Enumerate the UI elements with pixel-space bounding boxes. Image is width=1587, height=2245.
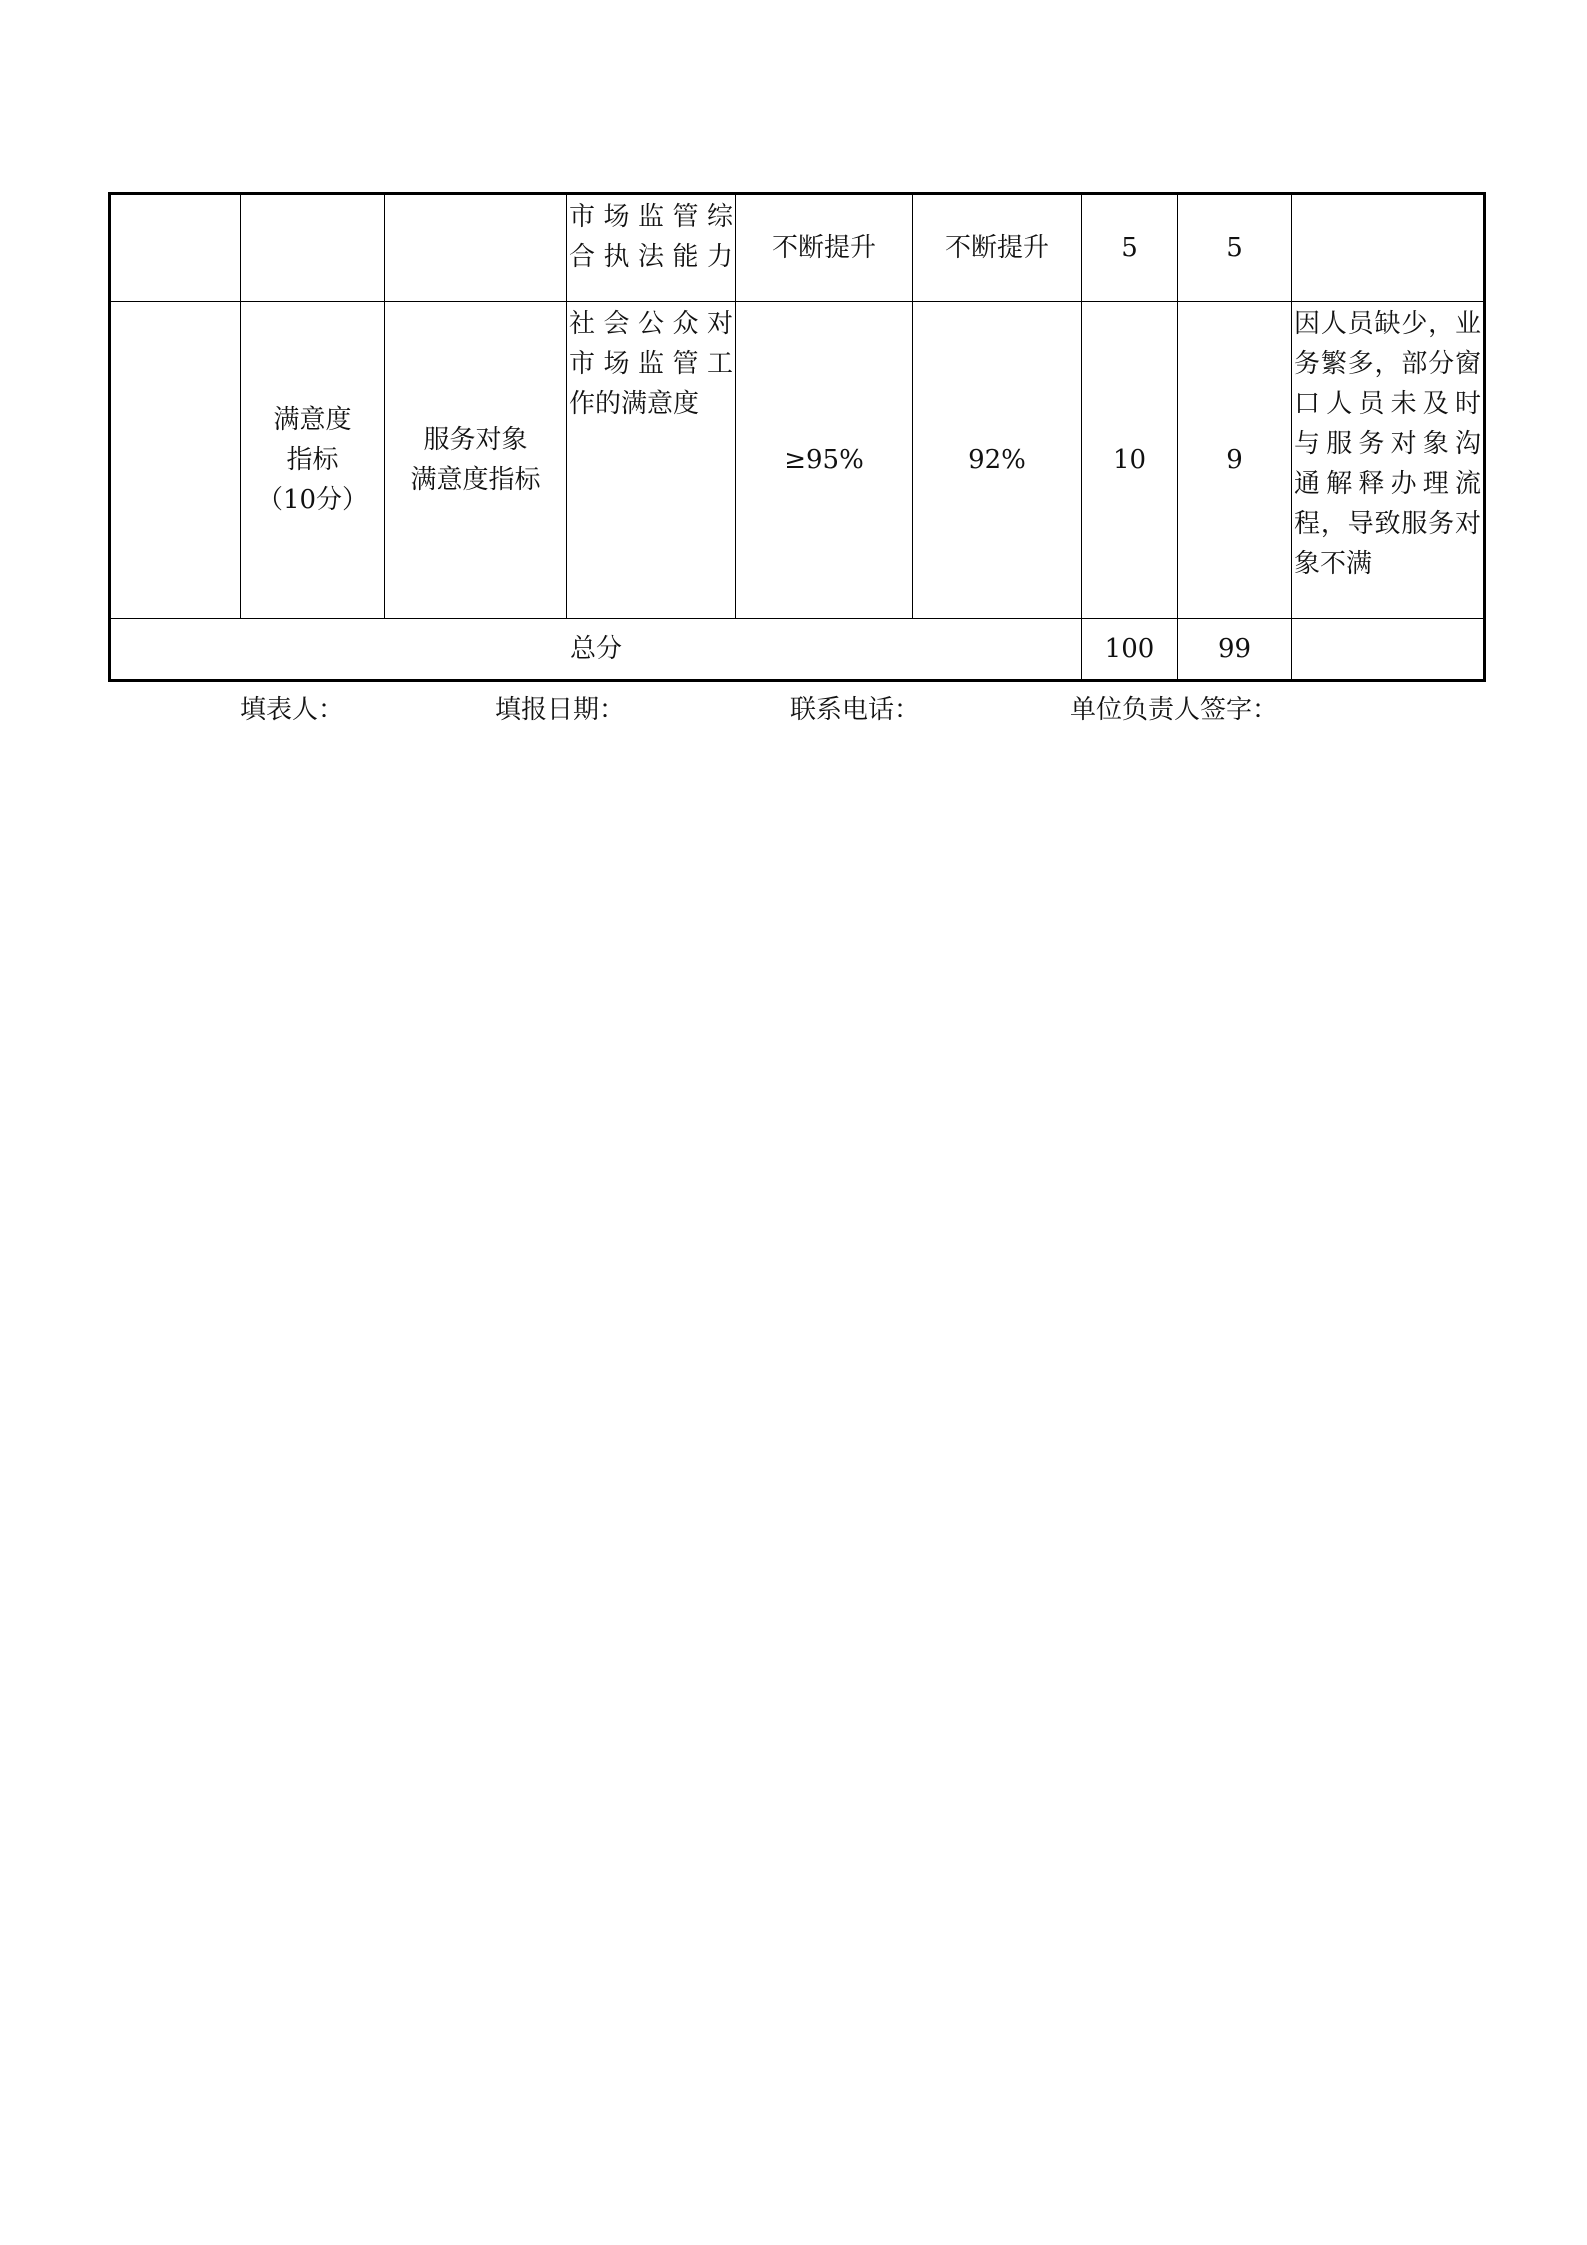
total-weight-cell <box>1082 619 1178 681</box>
weight-cell <box>1082 302 1178 619</box>
reason-cell <box>1292 302 1485 619</box>
total-weight: 100 <box>1104 634 1155 664</box>
reason-line: 象不满 <box>1294 549 1373 579</box>
table-row <box>110 194 1485 302</box>
score-cell <box>1178 194 1292 302</box>
level2-cell <box>241 302 385 619</box>
filler-label: 填表人： <box>240 695 345 725</box>
performance-table <box>108 192 1486 682</box>
total-reason-cell <box>1292 619 1485 681</box>
total-label-cell <box>110 619 1082 681</box>
reason-cell <box>1292 194 1485 302</box>
annual-target: ≥95% <box>784 445 864 475</box>
score-value: 9 <box>1226 445 1243 475</box>
actual-value: 不断提升 <box>944 233 1049 263</box>
actual-value-cell <box>913 302 1082 619</box>
level3-cell <box>385 302 567 619</box>
reason-line: 因人员缺少，业 <box>1294 309 1481 339</box>
level3-cell <box>385 194 567 302</box>
annual-target: 不断提升 <box>771 233 876 263</box>
total-row <box>110 619 1485 681</box>
level1-cell <box>110 302 241 619</box>
indicator-line: 社会公众对 <box>569 309 733 339</box>
level3-line: 服务对象 <box>423 425 528 455</box>
reason-line: 口人员未及时 <box>1294 389 1481 419</box>
signature-label: 单位负责人签字： <box>1070 695 1279 725</box>
indicator-line: 市场监管工 <box>569 349 733 379</box>
reason-line: 通解释办理流 <box>1294 469 1481 499</box>
contact-phone-label: 联系电话： <box>790 695 921 725</box>
level1-cell <box>110 194 241 302</box>
reason-line: 与服务对象沟 <box>1294 429 1481 459</box>
indicator-line: 合执法能力 <box>569 242 733 272</box>
score-value: 5 <box>1226 233 1243 263</box>
indicator-line: 作的满意度 <box>569 389 700 419</box>
weight-cell <box>1082 194 1178 302</box>
actual-value-cell <box>913 194 1082 302</box>
indicator-line: 市场监管综 <box>569 202 733 232</box>
weight-value: 10 <box>1112 445 1147 475</box>
weight-value: 5 <box>1121 233 1138 263</box>
form-footer <box>0 690 1587 730</box>
level2-line: 满意度 <box>273 405 352 435</box>
total-score-cell <box>1178 619 1292 681</box>
score-cell <box>1178 302 1292 619</box>
table-row <box>110 302 1485 619</box>
actual-value: 92% <box>968 445 1026 475</box>
level2-line: 指标 <box>286 445 339 475</box>
annual-target-cell <box>736 194 913 302</box>
fill-date-label: 填报日期： <box>495 695 626 725</box>
level2-cell <box>241 194 385 302</box>
annual-target-cell <box>736 302 913 619</box>
indicator-cell <box>567 302 736 619</box>
level3-line: 满意度指标 <box>410 465 541 495</box>
total-label: 总分 <box>569 634 622 664</box>
reason-line: 务繁多，部分窗 <box>1294 349 1481 379</box>
total-score: 99 <box>1217 634 1252 664</box>
level2-line: （10分） <box>256 485 369 515</box>
indicator-cell <box>567 194 736 302</box>
reason-line: 程，导致服务对 <box>1294 509 1481 539</box>
